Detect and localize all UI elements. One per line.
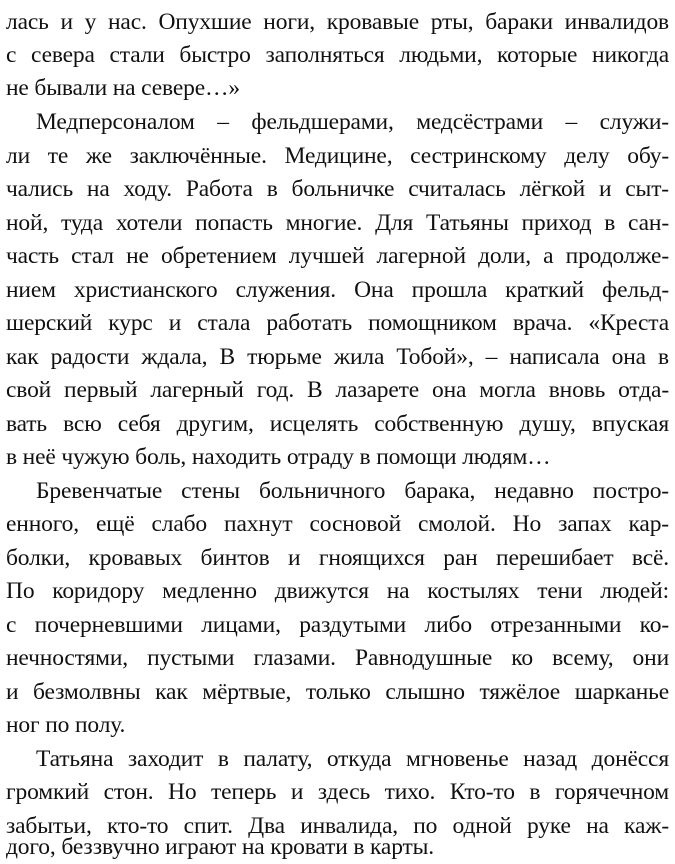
paragraph-1-line-2: с севера стали быстро заполняться людьми, которые никогда bbox=[6, 42, 669, 68]
paragraph-2-line-3: чались на ходу. Работа в больничке считалась лёгкой и сыт- bbox=[6, 176, 669, 202]
paragraph-3-line-3: болки, кровавых бинтов и гноящихся ран перешибает всё. bbox=[6, 545, 669, 571]
paragraph-3-line-8: ног по полу. bbox=[6, 712, 126, 738]
paragraph-4-line-4: дого, беззвучно играют на кровати в карты. bbox=[6, 834, 434, 860]
paragraph-2-line-5: часть стал не обретением лучшей лагерной доли, а продолже- bbox=[6, 243, 669, 269]
paragraph-2-line-8: как радости ждала, В тюрьме жила Тобой», – написала она в bbox=[6, 344, 669, 370]
paragraph-3-line-6: нечностями, пустыми глазами. Равнодушные ко всему, они bbox=[6, 645, 669, 671]
paragraph-2-line-10: вать всю себя другим, исцелять собственную душу, впуская bbox=[6, 411, 669, 437]
paragraph-4-line-1: Татьяна заходит в палату, откуда мгновенье назад донёсся bbox=[36, 746, 669, 772]
paragraph-1-line-3: не бывали на севере…» bbox=[6, 75, 240, 101]
paragraph-3-line-1: Бревенчатые стены больничного барака, недавно постро- bbox=[36, 478, 669, 504]
paragraph-2-line-1: Медперсоналом – фельдшерами, медсёстрами – служи- bbox=[36, 109, 669, 135]
paragraph-3-line-4: По коридору медленно движутся на костылях тени людей: bbox=[6, 578, 669, 604]
paragraph-2-line-6: нием христианского служения. Она прошла краткий фельд- bbox=[6, 277, 669, 303]
paragraph-2-line-2: ли те же заключённые. Медицине, сестринскому делу обу- bbox=[6, 143, 669, 169]
paragraph-2-line-9: свой первый лагерный год. В лазарете она могла вновь отда- bbox=[6, 377, 669, 403]
paragraph-1-line-1: лась и у нас. Опухшие ноги, кровавые рты, бараки инвалидов bbox=[6, 9, 669, 35]
paragraph-3-line-5: с почерневшими лицами, раздутыми либо отрезанными ко- bbox=[6, 612, 669, 638]
paragraph-4-line-3: забытьи, кто-то спит. Два инвалида, по одной руке на каж- bbox=[6, 813, 669, 839]
paragraph-3-line-7: и безмолвны как мёртвые, только слышно тяжёлое шарканье bbox=[6, 679, 669, 705]
paragraph-2-line-11: в неё чужую боль, находить отраду в помощи людям… bbox=[6, 444, 551, 470]
paragraph-3-line-2: енного, ещё слабо пахнут сосновой смолой. Но запах кар- bbox=[6, 511, 669, 537]
paragraph-4-line-2: громкий стон. Но теперь и здесь тихо. Кто-то в горячечном bbox=[6, 779, 669, 805]
paragraph-2-line-7: шерский курс и стала работать помощником врача. «Креста bbox=[6, 310, 669, 336]
paragraph-2-line-4: ной, туда хотели попасть многие. Для Татьяны приход в сан- bbox=[6, 210, 669, 236]
